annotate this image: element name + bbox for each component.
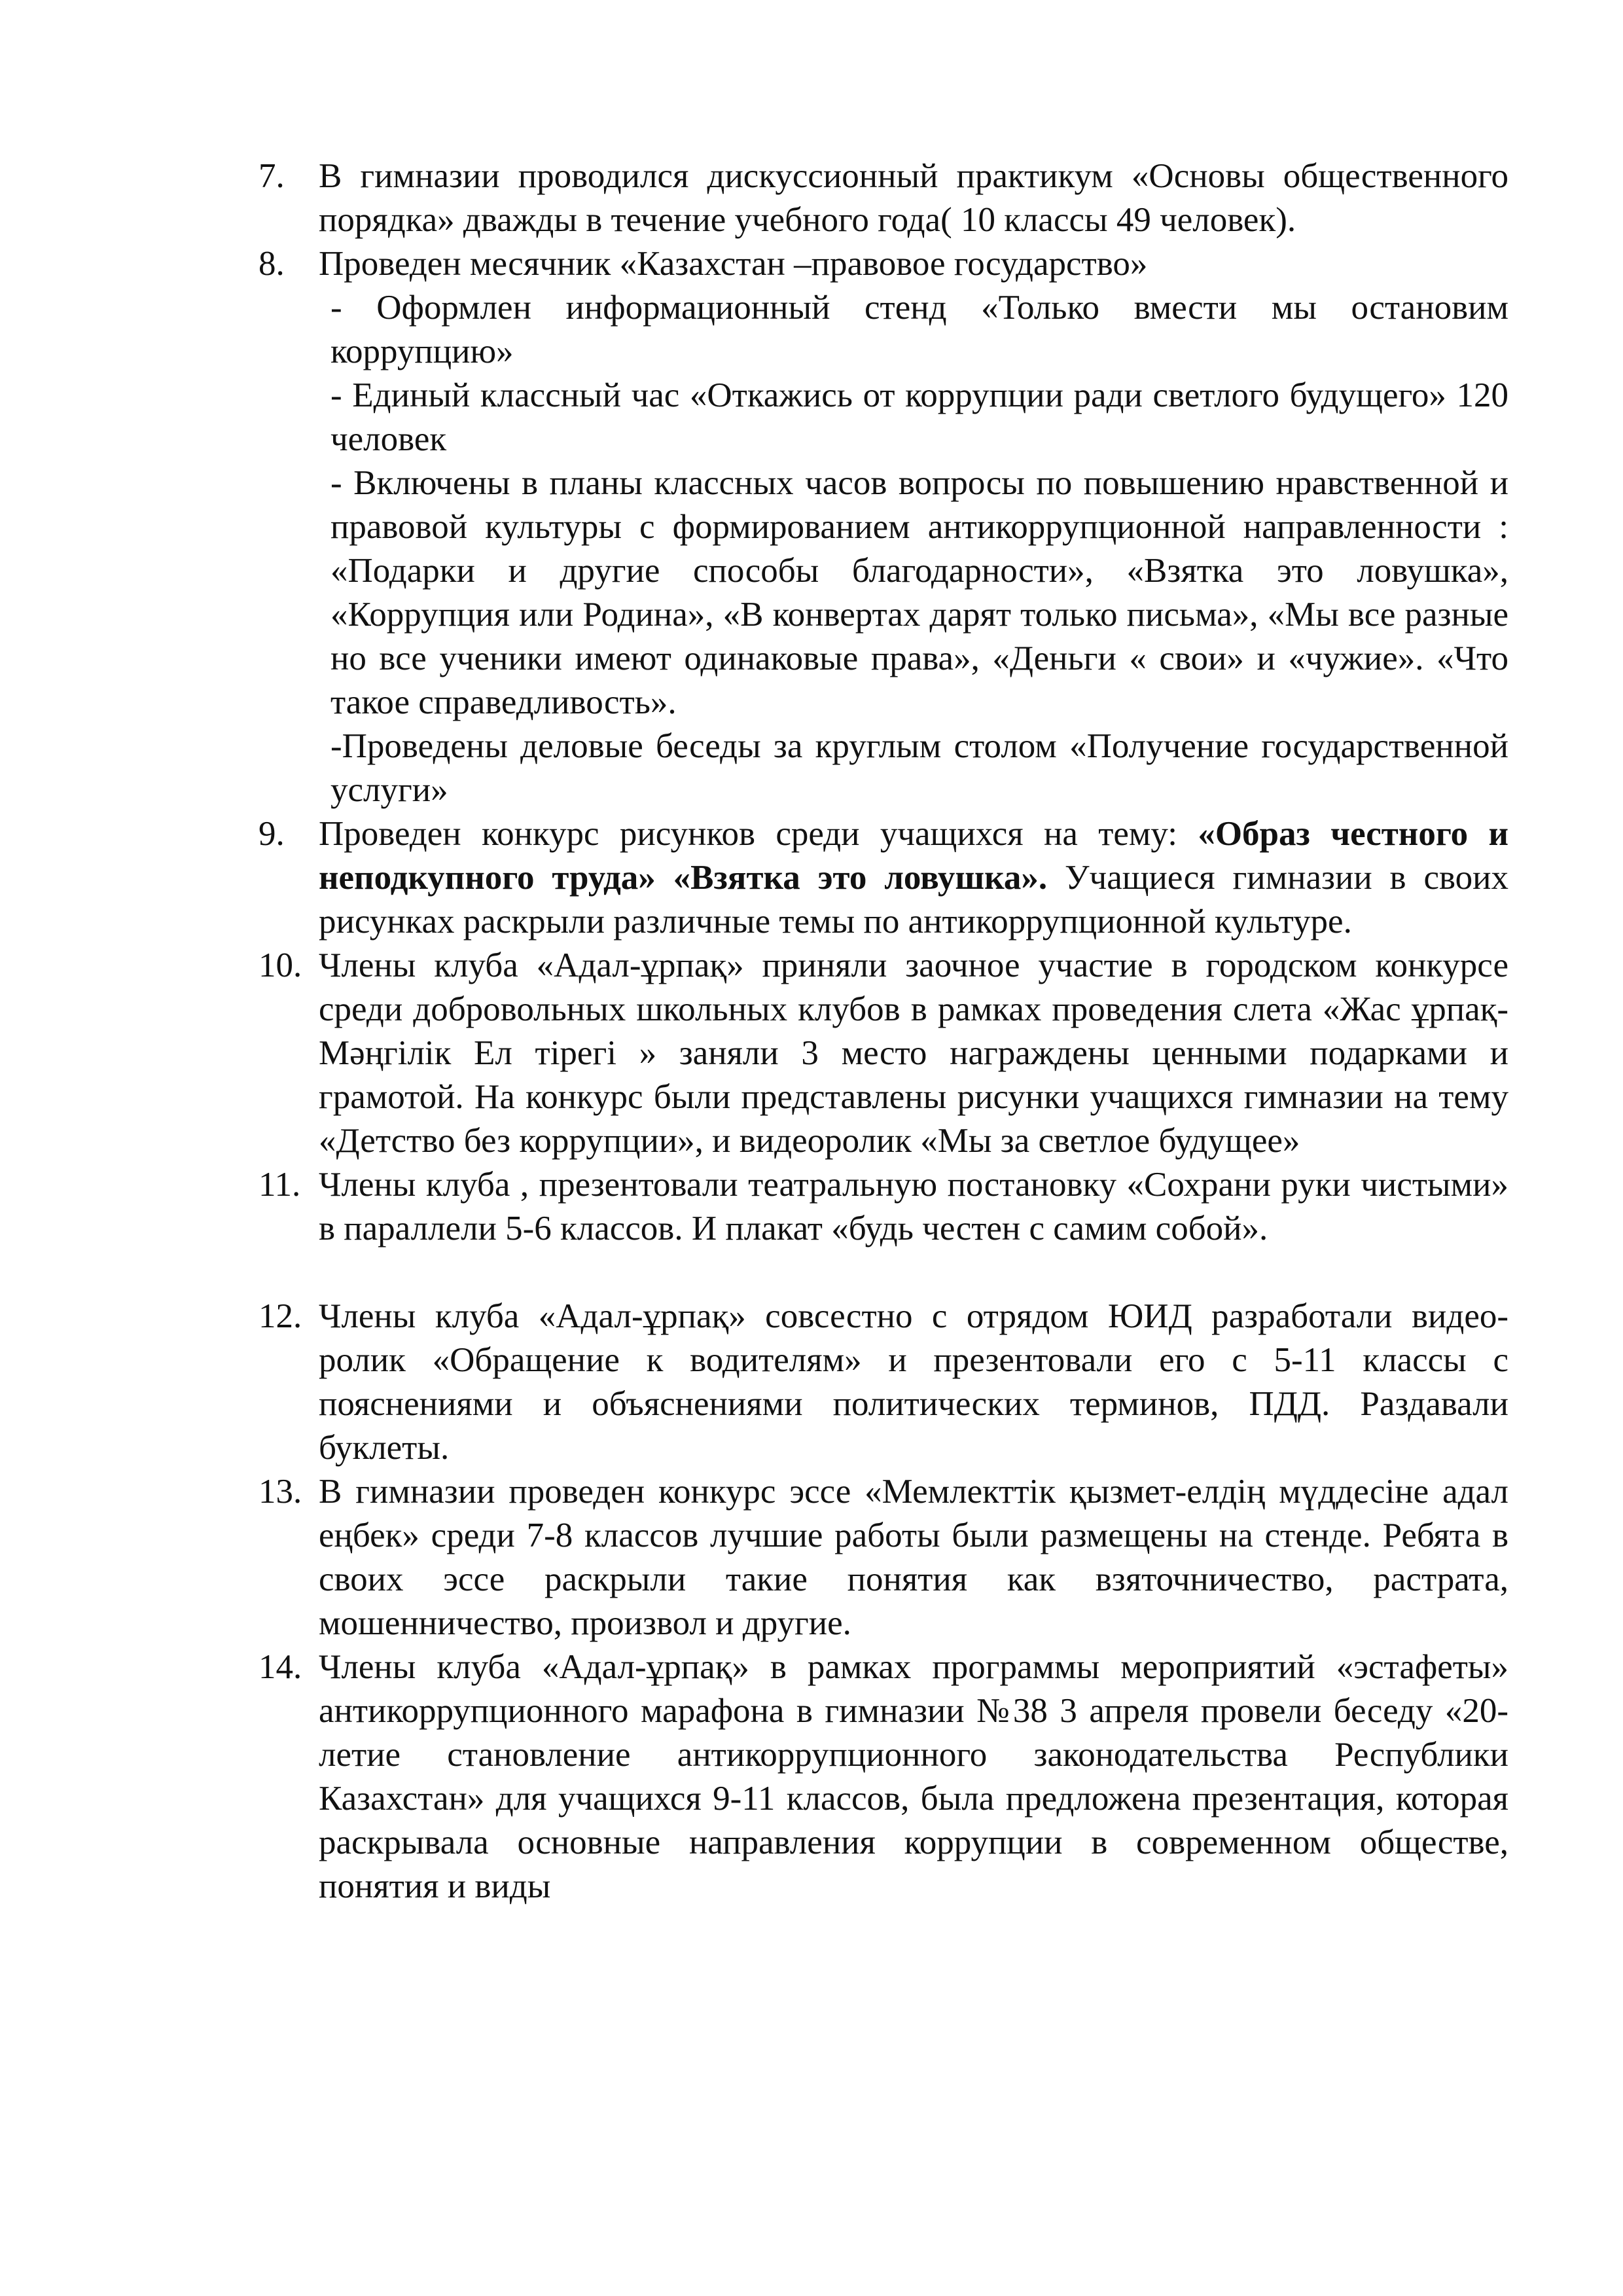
item-number: 14. <box>259 1648 302 1686</box>
list-item-14 <box>259 1645 1508 1909</box>
item-text: Члены клуба «Адал-ұрпақ» приняли заочное участие в городском конкурсе среди добровольных школьных клубов в рамках проведения слета «Жас ұрпақ- Мәңгілік Ел тірегі » заняли 3 место награждены ценными подарками и грамотой. На конкурс были представлены рисунки учащихся гимназии на тему «Детство без коррупции», и видеоролик «Мы за светлое будущее» <box>319 946 1508 1160</box>
item-number: 8. <box>259 245 285 283</box>
list-item-7 <box>259 154 1508 242</box>
item-number: 13. <box>259 1473 302 1511</box>
paragraph-gap <box>259 1251 1508 1295</box>
item-text <box>319 812 1508 944</box>
sub-list <box>330 286 1508 812</box>
item-text: Проведен месячник «Казахстан –правовое государство» <box>319 245 1148 283</box>
item-text: Члены клуба «Адал-ұрпақ» в рамках программы мероприятий «эстафеты» антикоррупционного марафона в гимназии №38 3 апреля провели беседу «20-летие становление антикоррупционного законодательства Республики Казахстан» для учащихся 9-11 классов, была предложена презентация, которая раскрывала основные направления коррупции в современном обществе, понятия и виды <box>319 1648 1508 1905</box>
list-item-9 <box>259 812 1508 944</box>
list-item-12 <box>259 1295 1508 1470</box>
item-number: 10. <box>259 946 302 984</box>
item-text: Члены клуба , презентовали театральную постановку «Сохрани руки чистыми» в параллели 5-6 классов. И плакат «будь честен с самим собой». <box>319 1166 1508 1247</box>
sub-item: - Включены в планы классных часов вопросы по повышению нравственной и правовой культуры с формированием антикоррупционной направленности : «Подарки и другие способы благодарности», «Взятка это ловушка», «Коррупция или Родина», «В конвертах дарят только письма», «Мы все разные но все ученики имеют одинаковые права», «Деньги « свои» и «чужие». «Что такое справедливость». <box>330 464 1508 721</box>
sub-item: - Оформлен информационный стенд «Только вмести мы остановим коррупцию» <box>330 289 1508 370</box>
item-number: 11. <box>259 1166 301 1204</box>
item-text: Члены клуба «Адал-ұрпақ» совсестно с отрядом ЮИД разработали видео-ролик «Обращение к водителям» и презентовали его с 5-11 классы с пояснениями и объяснениями политических терминов, ПДД. Раздавали буклеты. <box>319 1297 1508 1467</box>
item-text-start: Проведен конкурс рисунков среди учащихся на тему: <box>319 815 1198 853</box>
sub-item: - Единый классный час «Откажись от коррупции ради светлого будущего» 120 человек <box>330 376 1508 458</box>
item-text-end: Учащиеся гимназии в своих рисунках раскрыли различные темы по антикоррупционной культуре. <box>319 859 1508 941</box>
list-item-13 <box>259 1470 1508 1645</box>
sub-item: -Проведены деловые беседы за круглым столом «Получение государственной услуги» <box>330 727 1508 809</box>
item-number: 12. <box>259 1297 302 1335</box>
list-item-8 <box>259 242 1508 812</box>
list-item-10 <box>259 944 1508 1163</box>
item-text: В гимназии проведен конкурс эссе «Мемлекттік қызмет-елдің мүддесіне адал еңбек» среди 7-8 классов лучшие работы были размещены на стенде. Ребята в своих эссе раскрыли такие понятия как взяточничество, растрата, мошенничество, произвол и другие. <box>319 1473 1508 1642</box>
item-text: В гимназии проводился дискуссионный практикум «Основы общественного порядка» дважды в течение учебного года( 10 классы 49 человек). <box>319 157 1508 239</box>
item-number: 9. <box>259 815 285 853</box>
item-text-bold: «Образ честного и неподкупного труда» «Взятка это ловушка». <box>319 815 1508 897</box>
document-body <box>259 154 1508 1909</box>
list-item-11 <box>259 1163 1508 1251</box>
item-number: 7. <box>259 157 285 195</box>
